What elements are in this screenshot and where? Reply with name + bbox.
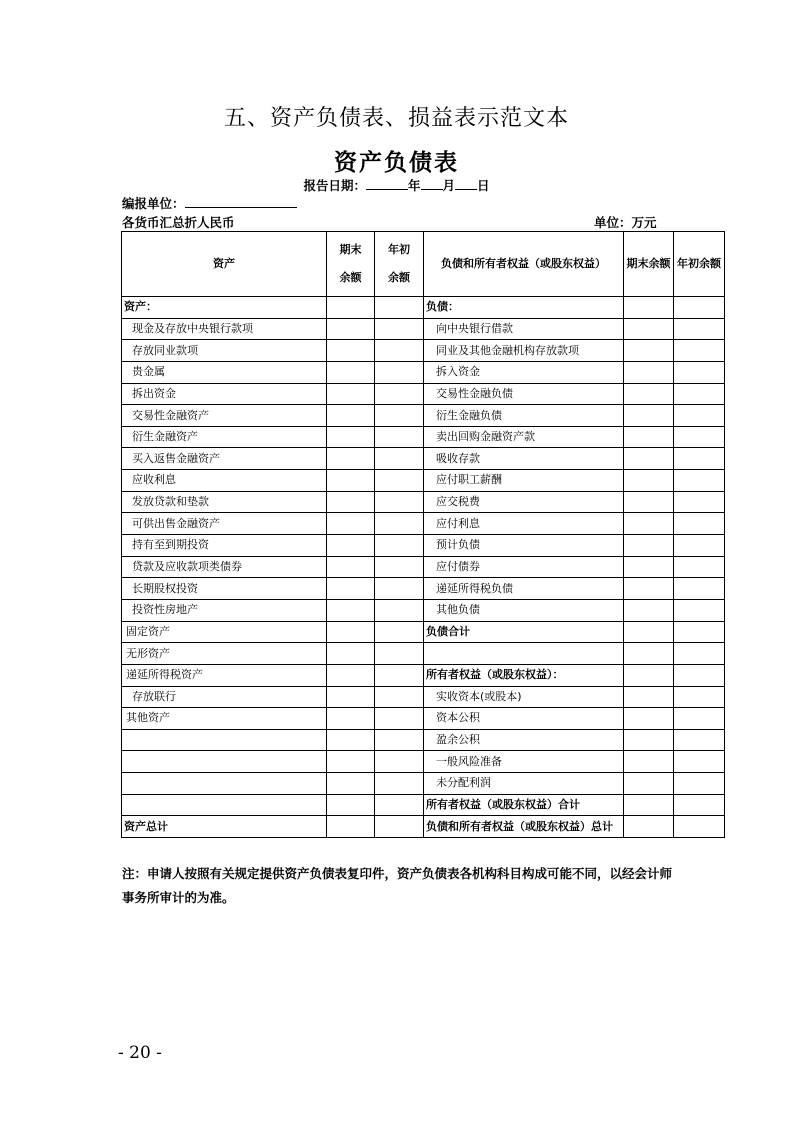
liability-begin-balance-cell[interactable] bbox=[674, 383, 725, 405]
header-assets: 资产 bbox=[122, 232, 327, 297]
asset-item-label: 存放同业款项 bbox=[122, 340, 327, 362]
asset-item-label bbox=[122, 773, 327, 795]
asset-item-label: 其他资产 bbox=[122, 708, 327, 730]
liability-end-balance-cell[interactable] bbox=[624, 340, 674, 362]
liability-end-balance-cell[interactable] bbox=[624, 708, 674, 730]
liability-item-label: 盈余公积 bbox=[424, 729, 624, 751]
document-title: 五、资产负债表、损益表示范文本 bbox=[223, 106, 569, 131]
liability-begin-balance-cell[interactable] bbox=[674, 643, 725, 665]
liability-begin-balance-cell[interactable] bbox=[674, 729, 725, 751]
asset-item-label: 固定资产 bbox=[122, 621, 327, 643]
table-row bbox=[122, 361, 725, 383]
liability-item-label: 卖出回购金融资产款 bbox=[424, 426, 624, 448]
asset-end-balance-cell[interactable] bbox=[327, 470, 375, 492]
day-label: 日 bbox=[477, 178, 490, 193]
asset-end-balance-cell[interactable] bbox=[327, 686, 375, 708]
liability-begin-balance-cell[interactable] bbox=[674, 751, 725, 773]
header-begin-balance-left: 年初 余额 bbox=[375, 232, 424, 297]
table-row bbox=[122, 470, 725, 492]
liability-end-balance-cell[interactable] bbox=[624, 773, 674, 795]
asset-end-balance-cell[interactable] bbox=[327, 340, 375, 362]
year-blank[interactable] bbox=[366, 177, 408, 190]
asset-end-balance-cell[interactable] bbox=[327, 448, 375, 470]
liability-end-balance-cell[interactable] bbox=[624, 426, 674, 448]
liability-end-balance-cell[interactable] bbox=[624, 686, 674, 708]
asset-begin-balance-cell[interactable] bbox=[375, 448, 424, 470]
asset-begin-balance-cell[interactable] bbox=[375, 816, 424, 838]
table-row bbox=[122, 578, 725, 600]
liability-item-label: 一般风险准备 bbox=[424, 751, 624, 773]
liability-end-balance-cell[interactable] bbox=[624, 816, 674, 838]
asset-item-label: 持有至到期投资 bbox=[122, 535, 327, 557]
asset-item-label: 衍生金融资产 bbox=[122, 426, 327, 448]
liability-begin-balance-cell[interactable] bbox=[674, 361, 725, 383]
asset-item-label: 应收利息 bbox=[122, 470, 327, 492]
table-row bbox=[122, 297, 725, 319]
liability-end-balance-cell[interactable] bbox=[624, 448, 674, 470]
asset-item-label: 长期股权投资 bbox=[122, 578, 327, 600]
liability-item-label: 应付利息 bbox=[424, 513, 624, 535]
reporting-unit-label: 编报单位： bbox=[122, 196, 185, 211]
asset-end-balance-cell[interactable] bbox=[327, 535, 375, 557]
asset-end-balance-cell[interactable] bbox=[327, 297, 375, 319]
asset-begin-balance-cell[interactable] bbox=[375, 491, 424, 513]
table-title: 资产负债表 bbox=[334, 150, 459, 176]
table-row bbox=[122, 491, 725, 513]
table-row bbox=[122, 383, 725, 405]
asset-begin-balance-cell[interactable] bbox=[375, 729, 424, 751]
liability-begin-balance-cell[interactable] bbox=[674, 816, 725, 838]
liability-begin-balance-cell[interactable] bbox=[674, 599, 725, 621]
table-row bbox=[122, 643, 725, 665]
report-date-label: 报告日期： bbox=[303, 178, 366, 193]
liability-begin-balance-cell[interactable] bbox=[674, 535, 725, 557]
asset-begin-balance-cell[interactable] bbox=[375, 470, 424, 492]
liability-item-label: 资本公积 bbox=[424, 708, 624, 730]
liability-end-balance-cell[interactable] bbox=[624, 794, 674, 816]
liability-end-balance-cell[interactable] bbox=[624, 491, 674, 513]
liability-begin-balance-cell[interactable] bbox=[674, 773, 725, 795]
liability-item-label: 负债合计 bbox=[424, 621, 624, 643]
liability-end-balance-cell[interactable] bbox=[624, 664, 674, 686]
asset-begin-balance-cell[interactable] bbox=[375, 621, 424, 643]
month-label: 月 bbox=[442, 178, 456, 193]
asset-item-label: 现金及存放中央银行款项 bbox=[122, 318, 327, 340]
asset-begin-balance-cell[interactable] bbox=[375, 708, 424, 730]
table-row bbox=[122, 621, 725, 643]
table-row bbox=[122, 340, 725, 362]
asset-begin-balance-cell[interactable] bbox=[375, 664, 424, 686]
table-row bbox=[122, 599, 725, 621]
asset-end-balance-cell[interactable] bbox=[327, 794, 375, 816]
asset-begin-balance-cell[interactable] bbox=[375, 340, 424, 362]
header-row bbox=[122, 232, 725, 297]
asset-item-label: 存放联行 bbox=[122, 686, 327, 708]
liability-item-label: 未分配利润 bbox=[424, 773, 624, 795]
liability-item-label: 递延所得税负债 bbox=[424, 578, 624, 600]
asset-begin-balance-cell[interactable] bbox=[375, 794, 424, 816]
liability-item-label: 负债和所有者权益（或股东权益）总计 bbox=[424, 816, 624, 838]
reporting-unit-line bbox=[122, 194, 297, 212]
liability-item-label: 实收资本(或股本) bbox=[424, 686, 624, 708]
liability-item-label: 向中央银行借款 bbox=[424, 318, 624, 340]
liability-item-label: 应付债券 bbox=[424, 556, 624, 578]
header-begin-balance-right: 年初余额 bbox=[674, 232, 725, 297]
liability-end-balance-cell[interactable] bbox=[624, 556, 674, 578]
report-date-line bbox=[0, 176, 793, 194]
asset-begin-balance-cell[interactable] bbox=[375, 643, 424, 665]
asset-begin-balance-cell[interactable] bbox=[375, 599, 424, 621]
liability-begin-balance-cell[interactable] bbox=[674, 318, 725, 340]
header-end-balance-left: 期末 余额 bbox=[327, 232, 375, 297]
liability-item-label: 所有者权益（或股东权益）合计 bbox=[424, 794, 624, 816]
liability-begin-balance-cell[interactable] bbox=[674, 448, 725, 470]
page-number: - 20 - bbox=[118, 1043, 162, 1063]
asset-item-label: 交易性金融资产 bbox=[122, 405, 327, 427]
liability-end-balance-cell[interactable] bbox=[624, 535, 674, 557]
liability-begin-balance-cell[interactable] bbox=[674, 578, 725, 600]
liability-begin-balance-cell[interactable] bbox=[674, 513, 725, 535]
liability-item-label: 应付职工薪酬 bbox=[424, 470, 624, 492]
liability-end-balance-cell[interactable] bbox=[624, 643, 674, 665]
liability-item-label: 同业及其他金融机构存放款项 bbox=[424, 340, 624, 362]
liability-end-balance-cell[interactable] bbox=[624, 405, 674, 427]
liability-end-balance-cell[interactable] bbox=[624, 599, 674, 621]
asset-begin-balance-cell[interactable] bbox=[375, 318, 424, 340]
table-row bbox=[122, 318, 725, 340]
liability-item-label: 所有者权益（或股东权益）： bbox=[424, 664, 624, 686]
asset-end-balance-cell[interactable] bbox=[327, 426, 375, 448]
liability-begin-balance-cell[interactable] bbox=[674, 470, 725, 492]
asset-begin-balance-cell[interactable] bbox=[375, 513, 424, 535]
liability-end-balance-cell[interactable] bbox=[624, 470, 674, 492]
liability-end-balance-cell[interactable] bbox=[624, 513, 674, 535]
asset-item-label: 拆出资金 bbox=[122, 383, 327, 405]
asset-end-balance-cell[interactable] bbox=[327, 383, 375, 405]
asset-end-balance-cell[interactable] bbox=[327, 621, 375, 643]
liability-end-balance-cell[interactable] bbox=[624, 578, 674, 600]
liability-begin-balance-cell[interactable] bbox=[674, 621, 725, 643]
liability-begin-balance-cell[interactable] bbox=[674, 297, 725, 319]
liability-item-label: 衍生金融负债 bbox=[424, 405, 624, 427]
reporting-unit-blank[interactable] bbox=[185, 195, 297, 208]
liability-item-label: 应交税费 bbox=[424, 491, 624, 513]
table-row bbox=[122, 535, 725, 557]
asset-end-balance-cell[interactable] bbox=[327, 578, 375, 600]
header-liabilities-equity: 负债和所有者权益（或股东权益） bbox=[424, 232, 624, 297]
year-label: 年 bbox=[407, 178, 421, 193]
asset-begin-balance-cell[interactable] bbox=[375, 361, 424, 383]
asset-begin-balance-cell[interactable] bbox=[375, 578, 424, 600]
liability-item-label: 交易性金融负债 bbox=[424, 383, 624, 405]
liability-begin-balance-cell[interactable] bbox=[674, 556, 725, 578]
table-row bbox=[122, 426, 725, 448]
liability-end-balance-cell[interactable] bbox=[624, 361, 674, 383]
table-row bbox=[122, 556, 725, 578]
asset-end-balance-cell[interactable] bbox=[327, 491, 375, 513]
month-blank[interactable] bbox=[421, 177, 443, 190]
liability-begin-balance-cell[interactable] bbox=[674, 664, 725, 686]
liability-item-label: 负债： bbox=[424, 297, 624, 319]
asset-item-label: 贷款及应收款项类债券 bbox=[122, 556, 327, 578]
asset-end-balance-cell[interactable] bbox=[327, 361, 375, 383]
asset-end-balance-cell[interactable] bbox=[327, 708, 375, 730]
asset-begin-balance-cell[interactable] bbox=[375, 535, 424, 557]
liability-end-balance-cell[interactable] bbox=[624, 297, 674, 319]
liability-item-label bbox=[424, 643, 624, 665]
liability-item-label: 其他负债 bbox=[424, 599, 624, 621]
table-row bbox=[122, 405, 725, 427]
liability-end-balance-cell[interactable] bbox=[624, 621, 674, 643]
asset-begin-balance-cell[interactable] bbox=[375, 773, 424, 795]
liability-begin-balance-cell[interactable] bbox=[674, 708, 725, 730]
liability-end-balance-cell[interactable] bbox=[624, 383, 674, 405]
asset-item-label: 投资性房地产 bbox=[122, 599, 327, 621]
liability-item-label: 预计负债 bbox=[424, 535, 624, 557]
liability-begin-balance-cell[interactable] bbox=[674, 405, 725, 427]
asset-begin-balance-cell[interactable] bbox=[375, 426, 424, 448]
asset-item-label: 贵金属 bbox=[122, 361, 327, 383]
table-row bbox=[122, 773, 725, 795]
asset-end-balance-cell[interactable] bbox=[327, 729, 375, 751]
asset-item-label: 买入返售金融资产 bbox=[122, 448, 327, 470]
asset-end-balance-cell[interactable] bbox=[327, 773, 375, 795]
asset-item-label: 可供出售金融资产 bbox=[122, 513, 327, 535]
table-row bbox=[122, 816, 725, 838]
asset-end-balance-cell[interactable] bbox=[327, 751, 375, 773]
table-row bbox=[122, 708, 725, 730]
asset-item-label bbox=[122, 751, 327, 773]
asset-end-balance-cell[interactable] bbox=[327, 405, 375, 427]
asset-item-label bbox=[122, 729, 327, 751]
asset-end-balance-cell[interactable] bbox=[327, 643, 375, 665]
liability-begin-balance-cell[interactable] bbox=[674, 491, 725, 513]
liability-begin-balance-cell[interactable] bbox=[674, 340, 725, 362]
asset-begin-balance-cell[interactable] bbox=[375, 686, 424, 708]
liability-begin-balance-cell[interactable] bbox=[674, 426, 725, 448]
footnote: 注：申请人按照有关规定提供资产负债表复印件，资产负债表各机构科目构成可能不同，以经会计师事务所审计的为准。 bbox=[122, 866, 673, 905]
asset-item-label: 资产： bbox=[122, 297, 327, 319]
table-row bbox=[122, 794, 725, 816]
liability-end-balance-cell[interactable] bbox=[624, 318, 674, 340]
liability-begin-balance-cell[interactable] bbox=[674, 794, 725, 816]
asset-end-balance-cell[interactable] bbox=[327, 318, 375, 340]
asset-begin-balance-cell[interactable] bbox=[375, 383, 424, 405]
liability-begin-balance-cell[interactable] bbox=[674, 686, 725, 708]
header-end-balance-right: 期末余额 bbox=[624, 232, 674, 297]
asset-end-balance-cell[interactable] bbox=[327, 556, 375, 578]
liability-item-label: 拆入资金 bbox=[424, 361, 624, 383]
asset-begin-balance-cell[interactable] bbox=[375, 405, 424, 427]
asset-end-balance-cell[interactable] bbox=[327, 664, 375, 686]
liability-end-balance-cell[interactable] bbox=[624, 729, 674, 751]
asset-item-label: 无形资产 bbox=[122, 643, 327, 665]
table-row bbox=[122, 513, 725, 535]
asset-end-balance-cell[interactable] bbox=[327, 513, 375, 535]
balance-sheet-table bbox=[121, 231, 725, 838]
asset-item-label: 发放贷款和垫款 bbox=[122, 491, 327, 513]
table-row bbox=[122, 448, 725, 470]
table-row bbox=[122, 729, 725, 751]
asset-item-label bbox=[122, 794, 327, 816]
table-row bbox=[122, 686, 725, 708]
asset-begin-balance-cell[interactable] bbox=[375, 556, 424, 578]
asset-begin-balance-cell[interactable] bbox=[375, 751, 424, 773]
currency-note: 各货币汇总折人民币 bbox=[122, 215, 235, 230]
asset-item-label: 递延所得税资产 bbox=[122, 664, 327, 686]
asset-item-label: 资产总计 bbox=[122, 816, 327, 838]
table-row bbox=[122, 664, 725, 686]
table-row bbox=[122, 751, 725, 773]
day-blank[interactable] bbox=[455, 177, 477, 190]
asset-begin-balance-cell[interactable] bbox=[375, 297, 424, 319]
unit-label: 单位：万元 bbox=[594, 215, 657, 230]
liability-item-label: 吸收存款 bbox=[424, 448, 624, 470]
asset-end-balance-cell[interactable] bbox=[327, 816, 375, 838]
asset-end-balance-cell[interactable] bbox=[327, 599, 375, 621]
liability-end-balance-cell[interactable] bbox=[624, 751, 674, 773]
